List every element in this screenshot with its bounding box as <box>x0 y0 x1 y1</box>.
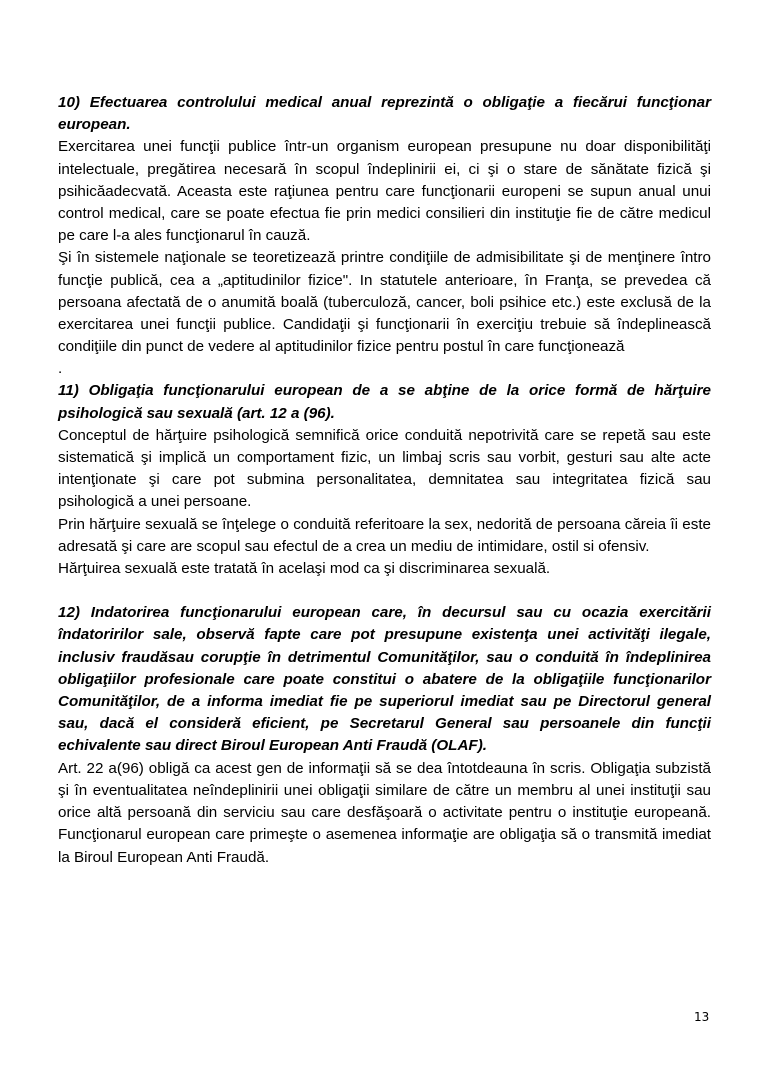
stray-period: . <box>58 360 63 378</box>
section-10-paragraph-1: Exercitarea unei funcţii publice într-un organism european presupune nu doar disponibilităţi intelectuale, pregătirea necesară în scopul îndeplinirii ei, ci şi o stare de sănătate fizică şi psihicăadecvată. Aceasta este raţiunea pentru care funcţionarii europeni se supun anual unui control medical, care se poate efectua fie prin medici consilieri din instituţie fie de către medicul pe care l-a ales funcţionarul în cauză. <box>58 138 711 245</box>
section-10-paragraph-2: Şi în sistemele naţionale se teoretizează printre condiţiile de admisibilitate şi de menţinere întro funcţie publică, cea a „aptitudinilor fizice". In statutele anterioare, în Franţa, se prevedea că persoana afectată de o anumită boală (tuberculoză, cancer, boli psihice etc.) este exclusă de la exercitarea unei funcţii publice. Candidaţii şi funcţionarii în exerciţiu trebuie să îndeplinească condiţiile din punct de vedere al aptitudinilor fizice pentru postul în care funcţionează <box>58 249 711 356</box>
section-12-heading: 12) Indatorirea funcţionarului european care, în decursul sau cu ocazia exercitării îndatoririlor sale, observă fapte care pot presupune existenţa unei activităţi ilegale, inclusiv fraudăsau corupţie în detrimentul Comunităţilor, sau o conduită în îndeplinirea obligaţiilor profesionale care poate constitui o abatere de la obligaţiile funcţionarilor Comunităţilor, de a informa imediat fie pe superiorul imediat sau pe Directorul general sau, dacă el consideră eficient, pe Secretarul General sau persoanele din funcţii echivalente sau direct Biroul European Anti Fraudă (OLAF). <box>58 604 711 755</box>
document-body <box>58 92 711 869</box>
section-11-paragraph-2: Prin hărţuire sexuală se înţelege o conduită referitoare la sex, nedorită de persoana căreia îi este adresată şi care are scopul sau efectul de a crea un mediu de intimidare, ostil si ofensiv. <box>58 515 711 555</box>
section-11-paragraph-1: Conceptul de hărţuire psihologică semnifică orice conduită nepotrivită care se repetă sau este sistematică şi implică un comportament fizic, un limbaj scris sau vorbit, gesturi sau alte acte intenţionate şi care pot submina personalitatea, demnitatea sau integritatea fizică sau psihologică a unei persoane. <box>58 426 711 511</box>
section-spacer <box>58 580 711 602</box>
page-number: 13 <box>694 1010 710 1024</box>
section-11-paragraph-3: Hărţuirea sexuală este tratată în acelaşi mod ca şi discriminarea sexuală. <box>58 560 551 578</box>
section-11-heading: 11) Obligaţia funcţionarului european de a se abţine de la orice formă de hărţuire psihologică sau sexuală (art. 12 a (96). <box>58 382 711 422</box>
section-12-paragraph-1: Art. 22 a(96) obligă ca acest gen de informaţii să se dea întotdeauna în scris. Obligaţia subzistă şi în eventualitatea neîndeplinirii unei obligaţii similare de către un membru al unei instituţii sau orice altă persoană din serviciu sau care desfăşoară o activitate pentru o instituţie europeană. Funcţionarul european care primeşte o asemenea informaţie are obligaţia să o transmită imediat la Biroul European Anti Fraudă. <box>58 759 711 866</box>
section-10-heading: 10) Efectuarea controlului medical anual reprezintă o obligaţie a fiecărui funcţionar european. <box>58 94 711 134</box>
